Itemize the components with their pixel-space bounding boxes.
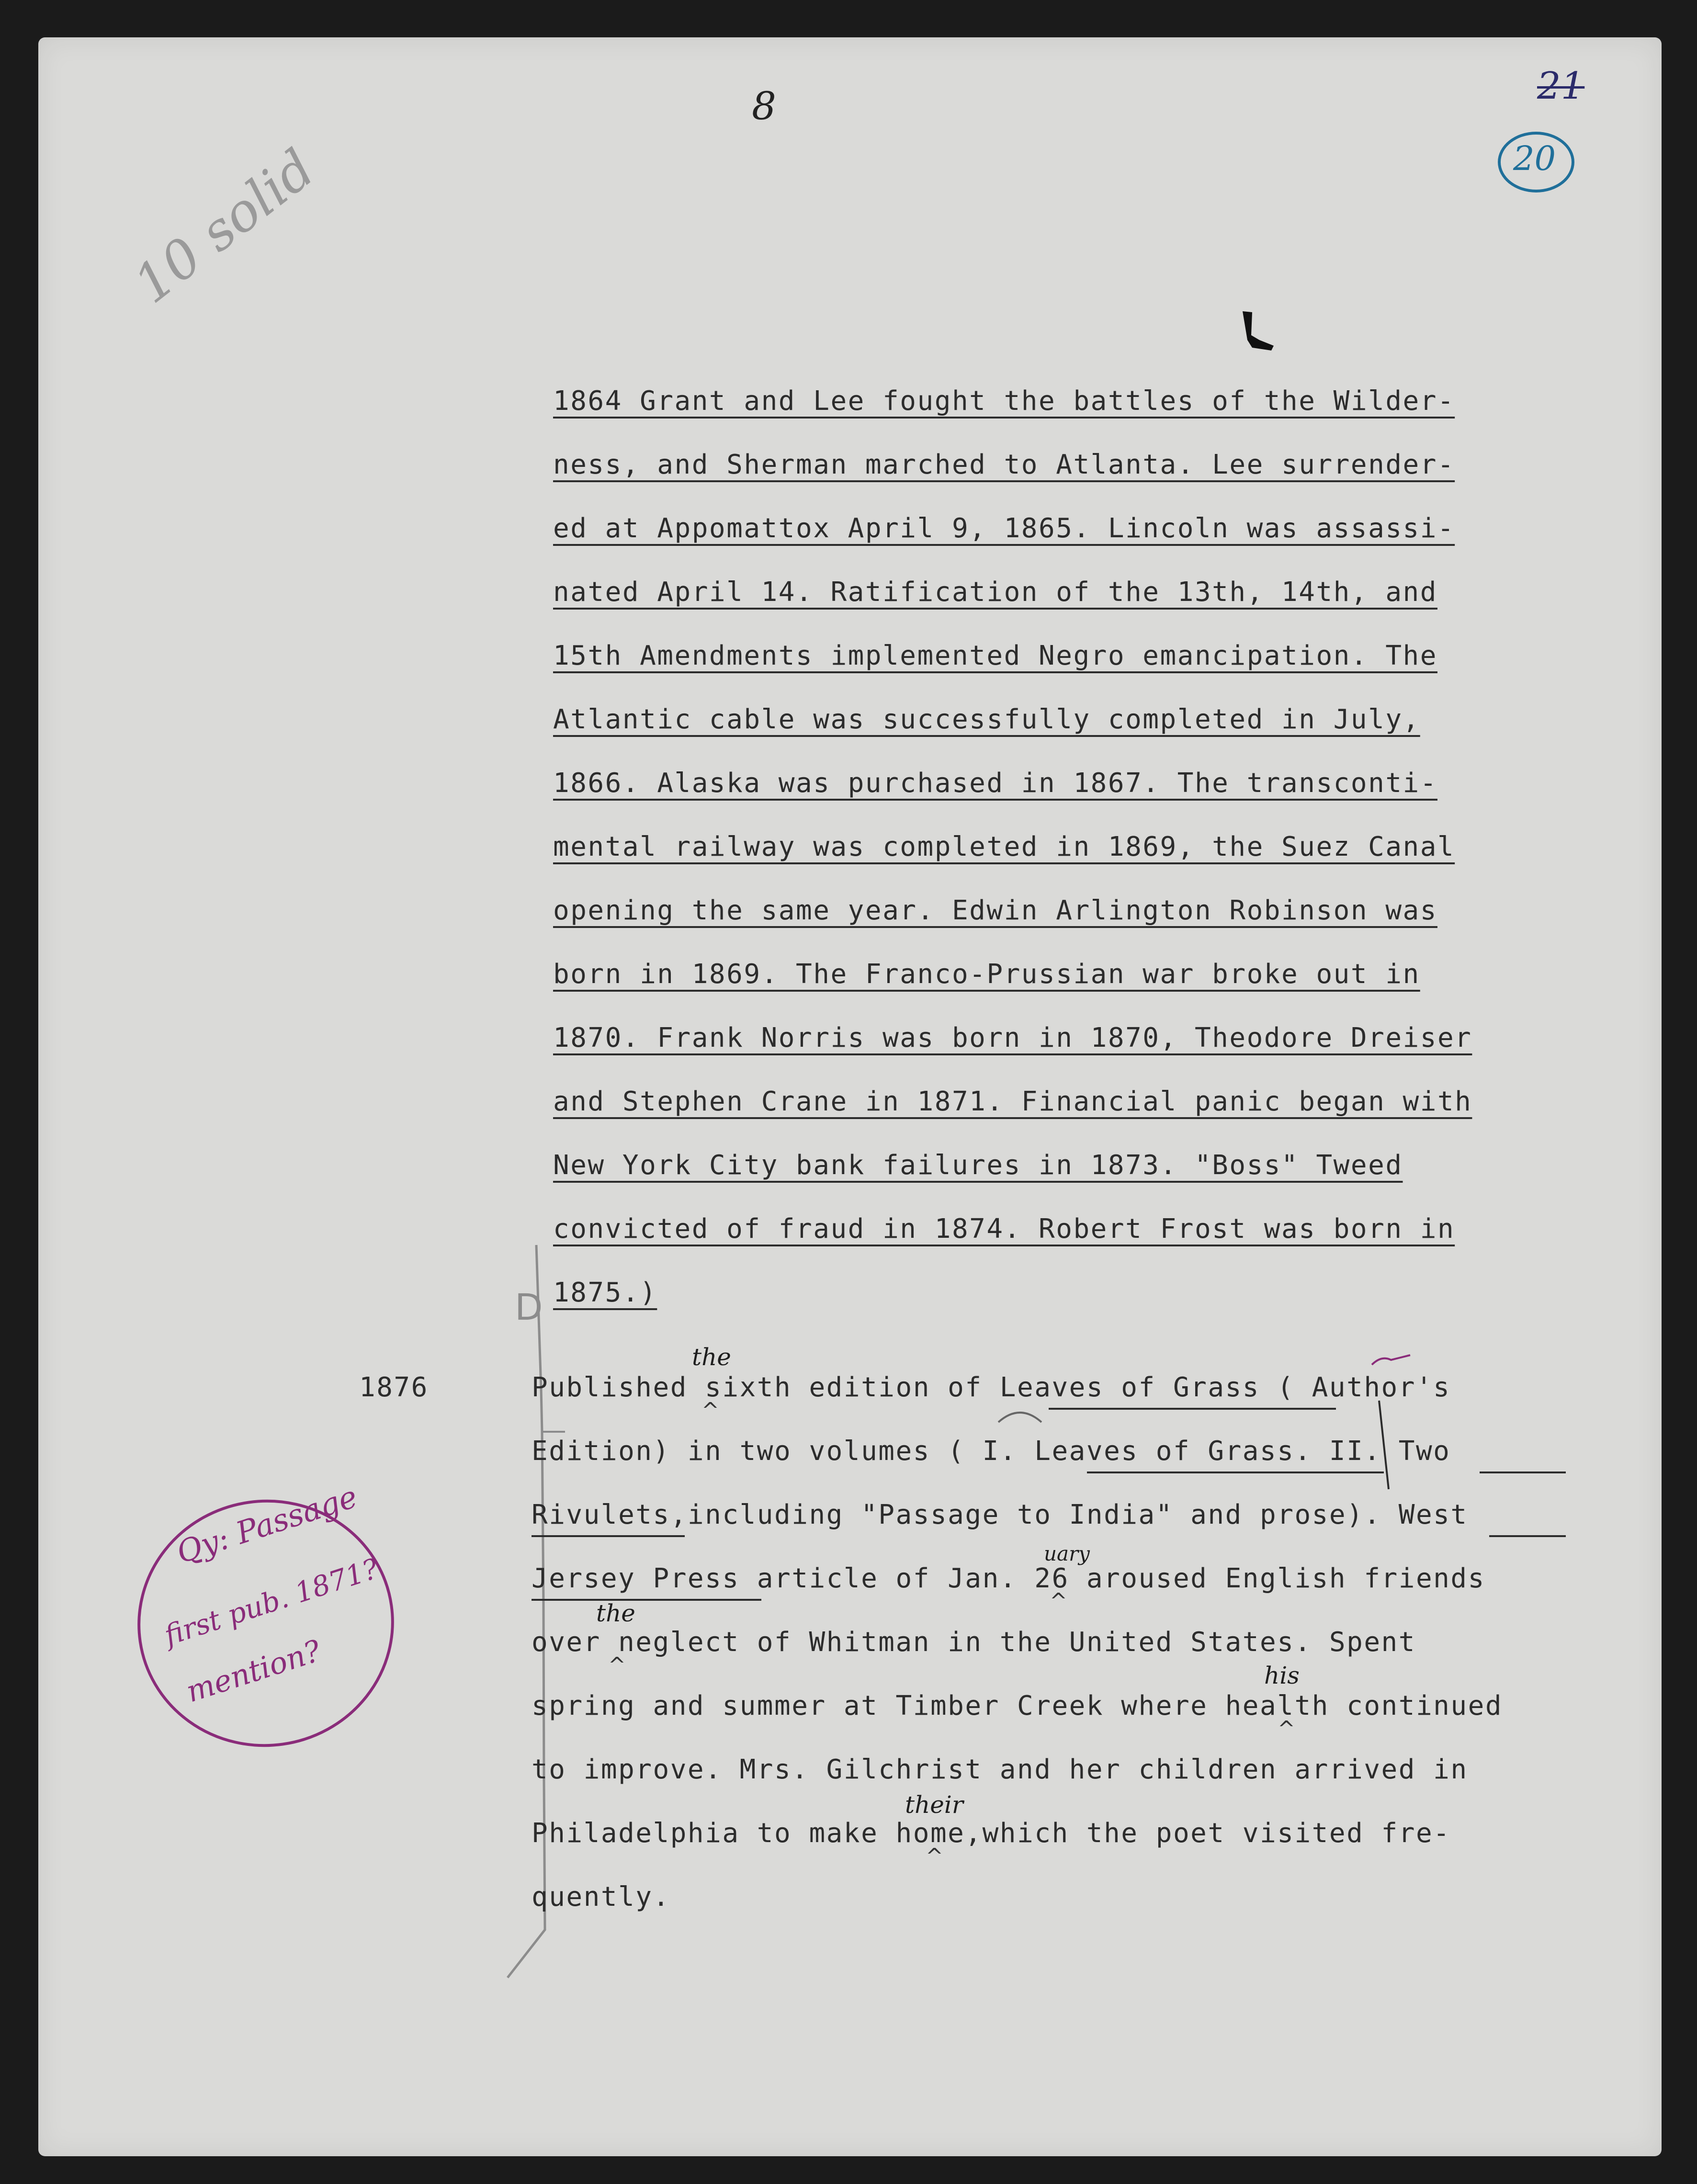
editor-check-mark bbox=[1367, 1346, 1415, 1374]
underline-leaves-of-grass-2 bbox=[1087, 1471, 1384, 1473]
block-line: New York City bank failures in 1873. "Boss" Tweed bbox=[553, 1150, 1403, 1181]
underline-rivulets bbox=[532, 1535, 685, 1537]
editor-separator-mark bbox=[1374, 1398, 1403, 1494]
insertion-his: his bbox=[1264, 1662, 1300, 1689]
block-line: convicted of fraud in 1874. Robert Frost was born in bbox=[553, 1213, 1455, 1245]
page-number-top: 8 bbox=[752, 84, 776, 128]
page-number-circled: 20 bbox=[1513, 139, 1556, 178]
insertion-their: their bbox=[905, 1791, 963, 1819]
caret-mark: ^ bbox=[1278, 1717, 1295, 1741]
block-line: born in 1869. The Franco-Prussian war broke out in bbox=[553, 959, 1420, 990]
caret-mark: ^ bbox=[926, 1844, 943, 1868]
block-line: 1864 Grant and Lee fought the battles of the Wilder- bbox=[553, 385, 1455, 417]
caret-mark: ^ bbox=[1050, 1589, 1067, 1613]
caret-mark: ^ bbox=[701, 1398, 719, 1423]
pencil-mark-d: D bbox=[515, 1286, 543, 1328]
entry-line: Jersey Press article of Jan. 26 aroused English friends bbox=[532, 1563, 1485, 1594]
block-line: and Stephen Crane in 1871. Financial panic began with bbox=[553, 1086, 1472, 1117]
block-line: opening the same year. Edwin Arlington Robinson was bbox=[553, 895, 1437, 926]
query-line: Qy: Passage bbox=[172, 1479, 362, 1571]
underline-west bbox=[1489, 1535, 1566, 1537]
block-line: ed at Appomattox April 9, 1865. Lincoln was assassi- bbox=[553, 513, 1455, 544]
query-line: mention? bbox=[182, 1633, 325, 1709]
entry-line: quently. bbox=[532, 1881, 670, 1912]
underline-jersey-press bbox=[532, 1599, 761, 1601]
margin-note-pencil: 10 solid bbox=[123, 137, 326, 315]
entry-line: Edition) in two volumes ( I. Leaves of Grass. II. Two bbox=[532, 1436, 1451, 1467]
caret-mark: ^ bbox=[608, 1653, 626, 1677]
insertion-the: the bbox=[596, 1599, 635, 1627]
entry-line: over neglect of Whitman in the United States. Spent bbox=[532, 1627, 1416, 1658]
ink-blot-mark bbox=[1233, 306, 1281, 364]
block-line: ness, and Sherman marched to Atlanta. Lee surrender- bbox=[553, 449, 1455, 480]
insertion-uary: uary bbox=[1044, 1542, 1090, 1565]
underline-leaves-of-grass-1 bbox=[1049, 1408, 1336, 1410]
entry-line: spring and summer at Timber Creek where health continued bbox=[532, 1690, 1503, 1721]
block-line: mental railway was completed in 1869, the Suez Canal bbox=[553, 831, 1455, 862]
block-line: 1875.) bbox=[553, 1277, 657, 1308]
block-line: 1870. Frank Norris was born in 1870, Theodore Dreiser bbox=[553, 1022, 1472, 1053]
entry-line: Rivulets,including "Passage to India" and prose). West bbox=[532, 1499, 1468, 1530]
page-number-struck: 21 bbox=[1537, 65, 1585, 108]
block-line: 1866. Alaska was purchased in 1867. The transconti- bbox=[553, 768, 1437, 799]
entry-line: Philadelphia to make home,which the poet visited fre- bbox=[532, 1818, 1451, 1849]
editor-arc-mark bbox=[996, 1403, 1044, 1432]
insertion-the: the bbox=[692, 1343, 731, 1371]
entry-line: Published sixth edition of Leaves of Grass ( Author's bbox=[532, 1372, 1451, 1403]
block-line: nated April 14. Ratification of the 13th, 14th, and bbox=[553, 577, 1437, 608]
entry-year: 1876 bbox=[359, 1372, 429, 1403]
block-line: Atlantic cable was successfully completed in July, bbox=[553, 704, 1420, 735]
query-line: first pub. 1871? bbox=[160, 1552, 383, 1652]
underline-two bbox=[1480, 1471, 1566, 1473]
block-line: 15th Amendments implemented Negro emancipation. The bbox=[553, 640, 1437, 671]
entry-line: to improve. Mrs. Gilchrist and her children arrived in bbox=[532, 1754, 1468, 1785]
